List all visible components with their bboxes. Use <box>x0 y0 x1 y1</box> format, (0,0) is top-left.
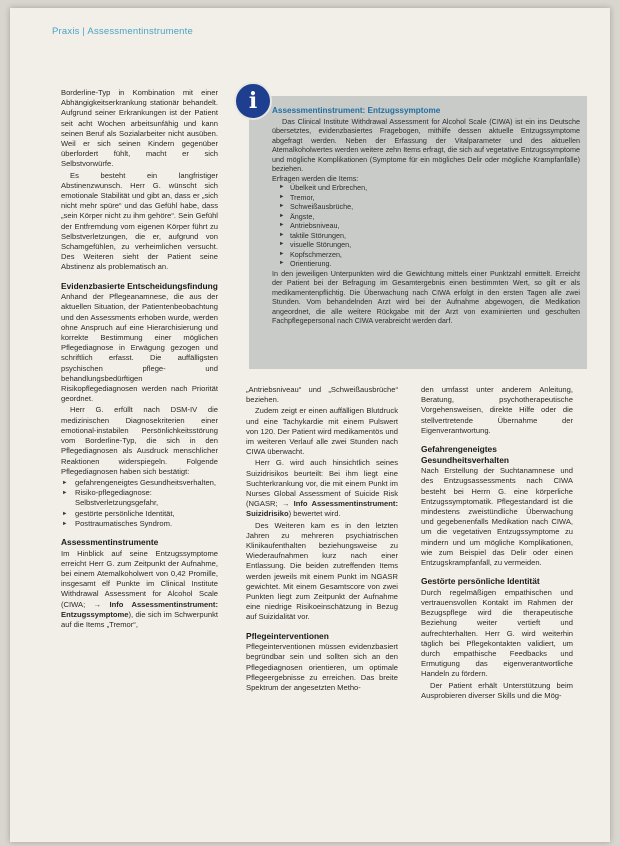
info-icon: i <box>234 82 272 120</box>
list-item: ► Posttraumatisches Syndrom. <box>71 519 218 529</box>
paragraph: In den jeweiligen Unterpunkten wird die Gewichtung mittels einer Punktzahl ermittelt. Erreicht der Patient bei der Befragung im Gesamtergebnis einen bestimmten Wert, so gilt er als medikamentenpflichtig. Die Überwachung nach CIWA erfolgt in den ersten Tagen alle zwei Stunden. Vom behandelnden Arzt wird bei der Aufnahme abgewogen, die Medikation angeordnet, die alle weitere Rückgabe mit der Arzt von examinierten und geschulten Fachpflegepersonal nach CIWA verabreicht werden darf. <box>272 268 580 325</box>
info-box-title: Assessmentinstrument: Entzugssymptome <box>272 106 441 115</box>
cross-reference-link[interactable]: → Info Assessmentinstrument: Entzugssymptome <box>61 599 218 619</box>
paragraph: Pflegeinterventionen müssen evidenzbasiert begründbar sein und sollten sich an den Pflegediagnosen orientieren, um optimale Pflegeergebnisse zu erreichen. Das breite Spektrum der angesetzten Metho- <box>246 642 398 693</box>
list-item: ► Kopfschmerzen, <box>290 250 580 260</box>
list-item: ► Risiko-pflegediagnose: Selbstverletzungsgefahr, <box>71 488 218 508</box>
section-heading: Gefahrengeneigtes Gesundheitsverhalten <box>421 444 509 465</box>
running-header <box>46 26 586 37</box>
section-heading: Gestörte persönliche Identität <box>421 576 540 587</box>
paragraph <box>246 458 398 519</box>
text-run: ) bewertet wird. <box>288 509 341 519</box>
text-run: ), die sich im Schwerpunkt auf die Items „Tremor“, <box>61 609 218 629</box>
info-box-content <box>272 106 580 326</box>
paragraph: „Antriebsniveau“ und „Schweißausbrüche“ beziehen. <box>246 385 398 405</box>
running-title: Praxis | Assessmentinstrumente <box>52 26 193 37</box>
paragraph: Borderline-Typ in Kombination mit einer Abhängigkeitserkrankung stationär behandelt. Aufgrund seiner Erkrankungen ist der Patient seit acht Wochen arbeitsunfähig und kann seinen Beruf als Sozialarbeiter nicht ausüben. Weil er sich seinen Kindern gegenüber überfordert fühlt, macht er sich Selbstvorwürfe. <box>61 88 218 169</box>
column-middle <box>246 385 398 694</box>
paragraph <box>61 549 218 631</box>
paragraph: Anhand der Pflegeanamnese, die aus der aktuellen Situation, der Patientenbeobachtung und den Assessments erhoben wurde, werden ohne Anspruch auf eine Hierarchisierung und korrekte Bestimmung einer möglichen Pflegediagnose in Erwägung gezogen und schriftlich erfasst. Die auffälligsten psychischen pflege- und behandlungsbedürftigen Risikopflegediagnosen werden nach Priorität geordnet. <box>61 292 218 404</box>
list-item: ► gestörte persönliche Identität, <box>71 509 218 519</box>
items-lead: Erfragen werden die Items: <box>272 173 359 183</box>
document-page <box>10 8 610 842</box>
list-item: ► Orientierung. <box>290 259 580 269</box>
column-right <box>421 385 573 702</box>
section-heading: Pflegeinterventionen <box>246 630 329 641</box>
column-left <box>61 88 218 631</box>
list-item: ► taktile Störungen, <box>290 231 580 241</box>
items-list <box>272 183 580 269</box>
section-heading: Evidenzbasierte Entscheidungsfindung <box>61 280 218 291</box>
info-box <box>249 96 587 369</box>
list-item: ► visuelle Störungen, <box>290 240 580 250</box>
cross-reference-link[interactable]: → Info Assessmentinstrument: Suizidrisiko <box>246 499 398 519</box>
text-run: Im Hinblick auf seine Entzugssymptome erreicht Herr G. zum Zeitpunkt der Aufnahme, bei einem Atemalkoholwert von 0,42 Promille, insgesamt elf Punkte im Clinical Institute Withdrawal Assessment for Alcohol Scale (CIWA; <box>61 548 218 609</box>
paragraph: Nach Erstellung der Suchtanamnese und des Entzugsassessments nach CIWA besteht bei Herrn G. eine körperliche Entzugssymptomatik. Pflegestandard ist die mindestens zweistündliche Überwachung und gegebenenfalls Medikation nach CIWA, um die vegetativen Entzugssymptome zu mindern und um mögliche Komplikationen, wie zum Beispiel das Delir oder einen Entzugskrampfanfall, zu vermeiden. <box>421 466 573 568</box>
paragraph: Durch regelmäßigen empathischen und vertrauensvollen Kontakt im Rahmen der Bezugspflege wird die therapeutische Beziehung weiter vertieft und aufrechterhalten. Herr G. wird weiterhin täglich bei Pflegekontakten validiert, um durch empathische Feedbacks und Ermutigung das eigenverantwortliche Handeln zu fördern. <box>421 587 573 679</box>
paragraph: den umfasst unter anderem Anleitung, Beratung, psychotherapeutische Vorgehensweisen, direkte Hilfe oder die stellvertretende Übernahme der Eigenverantwortung. <box>421 385 573 435</box>
list-item: ► gefahrengeneigtes Gesundheitsverhalten, <box>71 478 218 488</box>
section-heading: Assessmentinstrumente <box>61 536 159 547</box>
paragraph: Des Weiteren kam es in den letzten Jahren zu mehreren psychiatrischen Klinikaufenthalten beziehungsweise zu Wiederaufnahmen kurz nach einer Entlassung. Die beiden zutreffenden Items werden jeweils mit einem Punkt im NGASR gewichtet. Mit einem Gesamtscore von zwei Punkten liegt zum Zeitpunkt der Aufnahme eine niedrige Risikoeinschätzung in Bezug auf Suizidalität vor. <box>246 520 398 622</box>
paragraph: Der Patient erhält Unterstützung beim Ausprobieren diverser Skills und die Mög- <box>421 680 573 700</box>
list-item: ► Tremor, <box>290 193 580 203</box>
list-item: ► Antriebsniveau, <box>290 221 580 231</box>
list-item: ► Schweißausbrüche, <box>290 202 580 212</box>
paragraph: Es besteht ein langfristiger Abstinenzwunsch. Herr G. wünscht sich emotionale Stabilität und gibt an, dass er „sich nicht mehr spüre“ und das Gefühl habe, dass „sein Körper nicht zu ihm gehöre“. Sein Gefühl der Entfremdung vom eigenen Körper führt zu Selbstverletzungen, die er, aufgrund von Schamgefühlen, zu verheimlichen versucht. Des Weiteren sieht der Patient seine Abstinenz als problematisch an. <box>61 170 218 272</box>
list-item: ► Übelkeit und Erbrechen, <box>290 183 580 193</box>
diagnosis-list <box>61 478 218 529</box>
text-run: Herr G. wird auch hinsichtlich seines Suizidrisikos beurteilt: Bei ihm liegt eine Suchterkrankung vor, die mit einem Punkt im Nurses Global Assessment of Suicide Risk (NGASR; <box>246 458 398 509</box>
list-item: ► Ängste, <box>290 212 580 222</box>
paragraph: Herr G. erfüllt nach DSM-IV die medizinischen Diagnosekriterien einer emotional-instabilen Persönlichkeitsstörung vom Borderline-Typ, die sich in den Pflegediagnosen als Ausdruck menschlicher Reaktionen widerspiegeln. Folgende Pflegediagnosen haben sich bestätigt: <box>61 405 218 476</box>
paragraph: Das Clinical Institute Withdrawal Assessment for Alcohol Scale (CIWA) ist ein ins Deutsche übersetztes, evidenzbasiertes Fragebogen, mithilfe dessen aktuelle Entzugssymptome abgefragt werden. Neben der Erfassung der Vitalparameter und des aktuellen Atemalkoholwertes werden weitere zehn Items erfragt, die sich auf vegetative Entzugssymptome und mögliche Komplikationen (Symptome für ein mögliches Delir oder mögliche Krampfanfälle) beziehen. <box>272 116 580 173</box>
paragraph: Zudem zeigt er einen auffälligen Blutdruck und eine Tachykardie mit einem Pulswert von 120. Der Patient wird medikamentös und im weiteren Verlauf alle zwei Stunden nach CIWA überwacht. <box>246 406 398 457</box>
